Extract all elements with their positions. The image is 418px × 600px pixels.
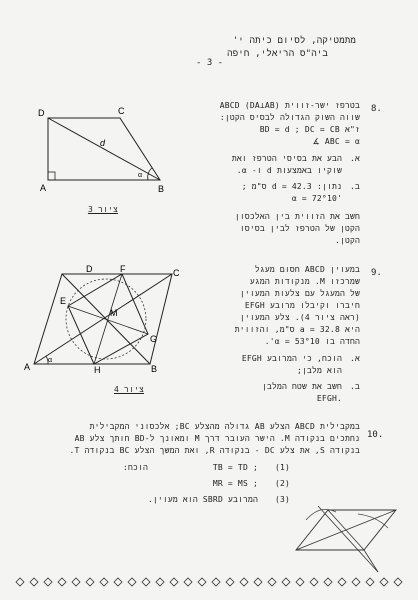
q8-b-label: ב. (349, 182, 360, 191)
q8-intro-2: שווה השוק הגדולה לבסיס הקטן: (219, 113, 360, 122)
fig3-label-alpha: α (138, 172, 143, 179)
border-diamond (310, 578, 318, 586)
border-diamond (128, 578, 136, 586)
q9-intro-7: החדה בו α = 53°10'. (264, 337, 360, 346)
handdrawn-sketch (288, 500, 408, 580)
q9-intro-6: היא a = 32.8 ס"מ, והזווית (234, 325, 360, 334)
diagonal-bd (48, 118, 160, 180)
q9-intro-3: של המעגל עם צלעות המעוין (239, 289, 360, 298)
q8-intro-3: BD = d ; DC = CB ז"א (259, 125, 360, 134)
q8-c-text-3: הקטן. (334, 236, 360, 245)
figure-4-caption: ציור 4 (113, 385, 144, 394)
header-line1: מתמטיקה, לסיום כיתה י' (232, 36, 356, 46)
q8-b-text-1: נתון: d = 42.3 ס"מ ; (241, 182, 342, 191)
border-diamond (16, 578, 24, 586)
q10-item-3-num: (3) (274, 495, 290, 504)
q8-intro-4: ∡ ABC = α (312, 137, 360, 146)
border-diamond (352, 578, 360, 586)
fig4-label-d: D (86, 264, 93, 274)
decorative-border (10, 576, 408, 588)
q9-number: 9. (371, 268, 382, 278)
border-diamond (156, 578, 164, 586)
q8-c-text-2: הקטן של הטרפז לבין בסיסו (239, 224, 360, 233)
q10-intro-3: בנקודה S, את צלע DC - בנקודה R, ואת המשך הצלע BC בנקודה T. (69, 446, 360, 455)
border-diamond (394, 578, 402, 586)
q8-intro-1: בטרפז ישר-זווית ABCD (DA⊥AB) (219, 101, 360, 110)
border-diamond (380, 578, 388, 586)
q9-a-label: א. (349, 354, 360, 363)
q8-a-text-1: הבע את בסיסי הטרפז ואת (231, 154, 342, 163)
border-diamond (142, 578, 150, 586)
q9-intro-5: (ראה ציור 4). צלע המעוין (239, 313, 360, 322)
q8-number: 8. (371, 104, 382, 114)
border-diamond (366, 578, 374, 586)
fig4-label-g: G (150, 334, 158, 344)
q10-item-3-text: המרובע SBRD הוא מעוין. (147, 495, 258, 504)
figure-3-caption: ציור 3 (87, 205, 118, 214)
fig4-label-a: A (24, 362, 31, 372)
border-diamond (58, 578, 66, 586)
page-number: - 3 - (196, 58, 224, 68)
border-diamond (184, 578, 192, 586)
q10-item-2-text: MR = MS ; (212, 479, 258, 488)
q8-c-text-1: חשב את הזווית בין האלכסון (234, 212, 360, 221)
q10-intro-1: במקבילית ABCD הצלע AB גדולה מהצלע BC; אלכסוני המקבילית (89, 422, 360, 431)
q9-intro-4: חיברו וקיבלו מרובע EFGH (244, 301, 360, 310)
q10-item-1-num: (1) (274, 463, 290, 472)
fig3-label-a: A (40, 183, 47, 193)
q10-item-2-num: (2) (274, 479, 290, 488)
fig4-label-c: C (173, 268, 180, 278)
q10-prove-label: הוכח: (122, 463, 148, 472)
fig4-label-m: M (110, 308, 118, 318)
fig4-label-b: B (151, 364, 158, 374)
border-diamond (282, 578, 290, 586)
border-diamond (254, 578, 262, 586)
q9-b-label: ב. (349, 382, 360, 391)
fig4-label-f: F (120, 264, 126, 274)
border-diamond (100, 578, 108, 586)
q9-a-text-2: הוא מלבן; (296, 366, 342, 375)
border-diamond (114, 578, 122, 586)
border-diamond (170, 578, 178, 586)
q8-a-text-2: שוקיו באמצעות d ו- α. (236, 166, 342, 175)
q9-a-text-1: הוכח, כי המרובע EFGH (241, 354, 342, 363)
border-diamond (338, 578, 346, 586)
border-diamond (72, 578, 80, 586)
fig4-label-alpha: α (48, 357, 53, 364)
fig3-label-b: B (158, 184, 165, 194)
q9-b-text-2: EFGH. (316, 394, 342, 403)
q8-b-text-2: α = 72°10' (291, 194, 342, 203)
q8-a-label: א. (349, 154, 360, 163)
border-diamond (240, 578, 248, 586)
q10-intro-2: נחתכים בנקודה M. הישר העובר דרך M ומאונך ל-BD חותך צלע AB (74, 434, 360, 443)
border-diamond (296, 578, 304, 586)
fig4-label-h: H (94, 365, 101, 374)
border-diamond (226, 578, 234, 586)
border-diamond (268, 578, 276, 586)
fig3-label-diag: d (100, 138, 106, 148)
q9-b-text-1: חשב את שטח המלבן (261, 382, 342, 391)
fig3-label-c: C (118, 106, 125, 116)
border-diamond (212, 578, 220, 586)
border-diamond (30, 578, 38, 586)
fig3-label-d: D (38, 108, 45, 118)
figure-3-trapezoid (30, 100, 170, 195)
header-line2: ביה"ס הריאלי, חיפה (227, 49, 328, 59)
border-diamond (324, 578, 332, 586)
border-diamond (86, 578, 94, 586)
q10-number: 10. (367, 430, 384, 440)
q9-intro-1: במעוין ABCD חסום מעגל (254, 265, 360, 274)
border-diamond (44, 578, 52, 586)
q9-intro-2: שמרכזו M. מנקודות המגע (249, 277, 360, 286)
fig4-label-e: E (60, 296, 67, 306)
border-diamond (198, 578, 206, 586)
q10-item-1-text: TB = TD ; (212, 463, 258, 472)
figure-4-rhombus (22, 262, 182, 374)
